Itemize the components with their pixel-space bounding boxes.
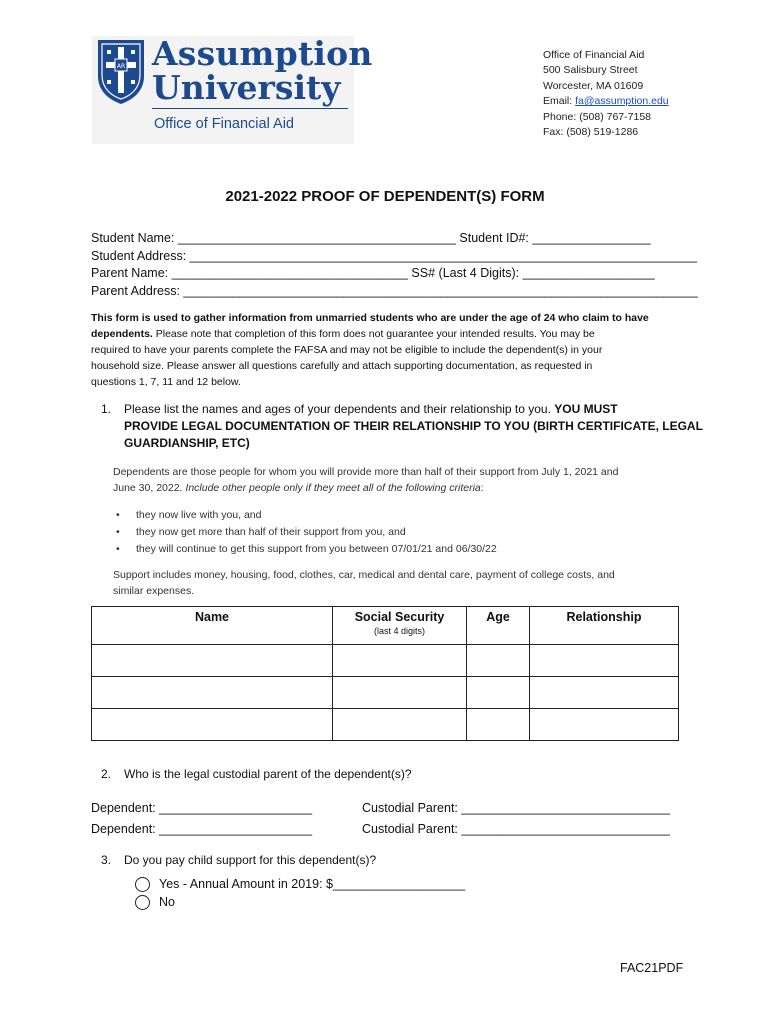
cell-ss[interactable] [333, 645, 467, 677]
parent-address-field[interactable]: Parent Address: __________________________________________________________________________ [91, 284, 698, 298]
question-3 [101, 852, 376, 869]
dependents-table [91, 606, 679, 741]
table-header-row [92, 607, 679, 645]
cell-name[interactable] [92, 709, 333, 741]
criteria-item: • they now live with you, and [116, 507, 497, 524]
yes-label: Yes - Annual Amount in 2019: $___________________ [159, 877, 466, 891]
logo-subtitle: Office of Financial Aid [154, 116, 294, 132]
form-code: FAC21PDF [620, 961, 684, 975]
student-address-field[interactable]: Student Address: _________________________________________________________________________ [91, 249, 698, 263]
intro-line5: questions 1, 7, 11 and 12 below. [91, 376, 241, 388]
q1-bold3: GUARDIANSHIP, ETC) [124, 436, 250, 450]
cell-name[interactable] [92, 645, 333, 677]
intro-bold-dependents: dependents. [91, 328, 153, 340]
crest-icon [96, 38, 146, 106]
intro-paragraph [91, 310, 649, 390]
cell-relationship[interactable] [530, 709, 679, 741]
q1-desc-date: June 30, 2022. [113, 482, 186, 494]
logo-divider [152, 108, 348, 109]
q2-text: Who is the legal custodial parent of the dependent(s)? [124, 767, 412, 781]
dependent-field-1[interactable]: Dependent: ______________________ [91, 801, 313, 815]
question-1 [101, 401, 703, 452]
dependent-field-2[interactable]: Dependent: ______________________ [91, 822, 313, 836]
radio-no[interactable] [135, 895, 150, 910]
header-age: Age [467, 607, 530, 645]
criteria-list [116, 507, 497, 558]
contact-fax: Fax: (508) 519-1286 [543, 126, 639, 139]
form-title: 2021-2022 PROOF OF DEPENDENT(S) FORM [225, 188, 545, 205]
support-line1: Support includes money, housing, food, clothes, car, medical and dental care, payment of college costs, and [113, 569, 615, 581]
cell-name[interactable] [92, 677, 333, 709]
cell-age[interactable] [467, 709, 530, 741]
cell-ss[interactable] [333, 677, 467, 709]
question-2 [101, 766, 412, 783]
bullet-icon: • [116, 526, 120, 538]
contact-city: Worcester, MA 01609 [543, 79, 644, 92]
contact-office: Office of Financial Aid [543, 49, 645, 61]
radio-yes[interactable] [135, 877, 150, 892]
table-row [92, 645, 679, 677]
cell-relationship[interactable] [530, 677, 679, 709]
q1-number: 1. [101, 402, 112, 416]
q1-desc-criteria: Include other people only if they meet all of the following criteria [185, 482, 481, 494]
q1-bold1: YOU MUST [554, 402, 618, 416]
student-name-field[interactable]: Student Name: ________________________________________ Student ID#: _________________ [91, 231, 651, 245]
no-label: No [159, 895, 175, 909]
bullet-icon: • [116, 543, 120, 555]
q2-number: 2. [101, 767, 112, 781]
q1-desc-colon: : [480, 482, 484, 494]
criteria-item: • they will continue to get this support from you between 07/01/21 and 06/30/22 [116, 541, 497, 558]
custodial-parent-field-2[interactable]: Custodial Parent: ______________________________ [362, 822, 670, 836]
support-note [113, 567, 615, 599]
q3-number: 3. [101, 853, 112, 867]
q1-description [113, 464, 618, 496]
child-support-yes-option[interactable] [135, 877, 465, 892]
intro-line2: Please note that completion of this form does not guarantee your intended results. You may be [152, 328, 595, 340]
header-name: Name [92, 607, 333, 645]
intro-line4: household size. Please answer all questions carefully and attach supporting documentation, as requested in [91, 360, 593, 372]
cell-age[interactable] [467, 645, 530, 677]
contact-phone: Phone: (508) 767-7158 [543, 110, 651, 123]
criteria-item: • they now get more than half of their support from you, and [116, 524, 497, 541]
header-relationship: Relationship [530, 607, 679, 645]
q3-text: Do you pay child support for this dependent(s)? [124, 853, 377, 867]
contact-email-row [543, 94, 669, 109]
svg-text:AR: AR [116, 63, 126, 70]
table-row [92, 677, 679, 709]
q1-bold2: PROVIDE LEGAL DOCUMENTATION OF THEIR RELATIONSHIP TO YOU (BIRTH CERTIFICATE, LEGAL [124, 419, 703, 433]
bullet-icon: • [116, 509, 120, 521]
contact-email-link[interactable]: fa@assumption.edu [575, 95, 669, 108]
header-social-security: Social Security (last 4 digits) [333, 607, 467, 645]
table-row [92, 709, 679, 741]
custodial-parent-field-1[interactable]: Custodial Parent: ______________________________ [362, 801, 670, 815]
university-logo [92, 34, 373, 144]
contact-street: 500 Salisbury Street [543, 64, 638, 77]
child-support-no-option[interactable] [135, 895, 175, 910]
parent-name-field[interactable]: Parent Name: __________________________________ SS# (Last 4 Digits): ___________________ [91, 266, 655, 280]
contact-block [543, 48, 669, 140]
q1-desc-line1: Dependents are those people for whom you will provide more than half of their support from July 1, 2021 and [113, 466, 619, 478]
cell-age[interactable] [467, 677, 530, 709]
logo-word-assumption: Assumption [152, 34, 373, 73]
q1-text: Please list the names and ages of your dependents and their relationship to you. [124, 402, 555, 416]
cell-relationship[interactable] [530, 645, 679, 677]
intro-bold-line: This form is used to gather information from unmarried students who are under the age of 24 who claim to have [91, 312, 649, 324]
cell-ss[interactable] [333, 709, 467, 741]
intro-line3: required to have your parents complete the FAFSA and may not be eligible to include the dependent(s) in your [91, 344, 603, 356]
logo-word-university: University [152, 68, 341, 107]
support-line2: similar expenses. [113, 585, 195, 597]
contact-email-label: Email: [543, 95, 576, 108]
